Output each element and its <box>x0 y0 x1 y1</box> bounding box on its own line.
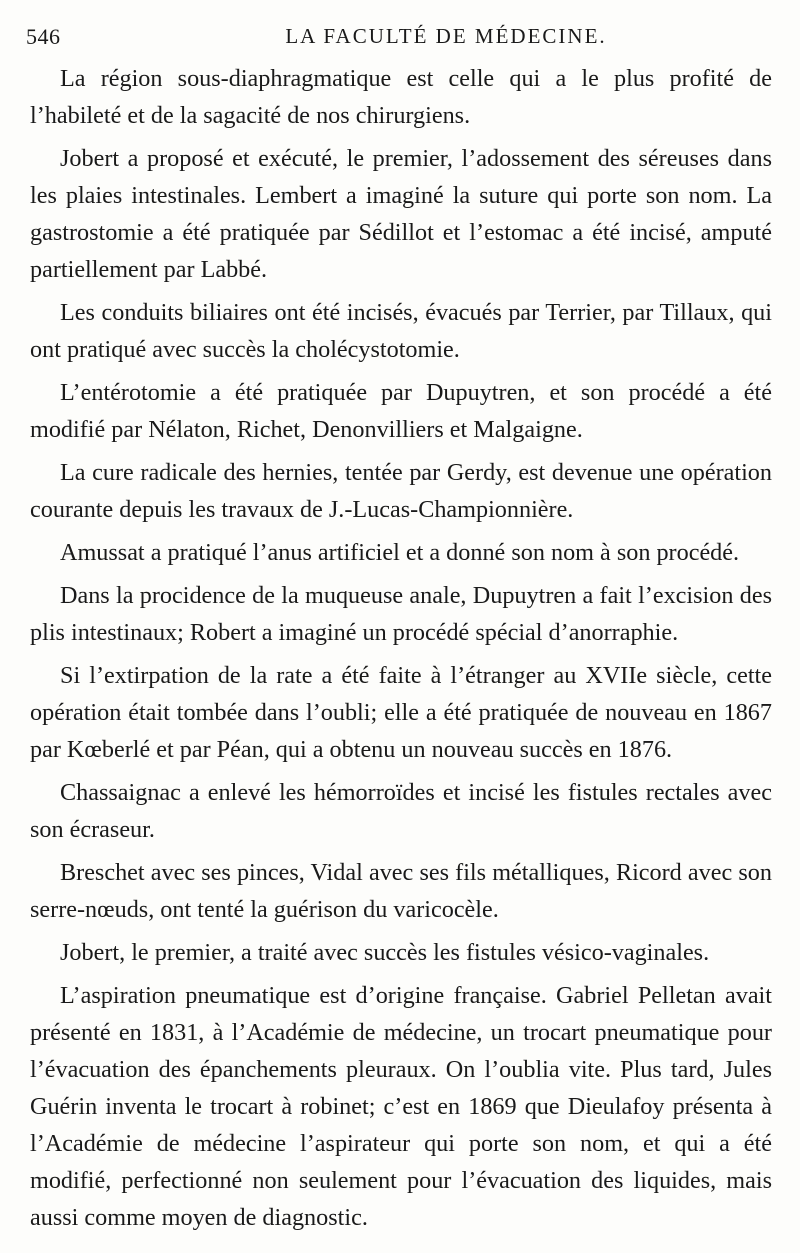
paragraph: Amussat a pratiqué l’anus artificiel et a donné son nom à son procédé. <box>60 539 740 566</box>
paragraph: La région sous-diaphragmatique est celle qui a le plus profité de l’habileté et de la sagacité de nos chirurgiens. <box>30 65 772 129</box>
paragraph: L’entérotomie a été pratiquée par Dupuytren, et son procédé a été modifié par Nélaton, Richet, Denonvilliers et Malgaigne. <box>30 379 772 443</box>
paragraph: Jobert a proposé et exécuté, le premier, l’adossement des séreuses dans les plaies intestinales. Lembert a imaginé la suture qui porte son nom. La gastrostomie a été pratiquée par Sédillot et l’estomac a été incisé, amputé partiellement par Labbé. <box>30 145 772 283</box>
running-head <box>26 24 776 54</box>
running-title: LA FACULTÉ DE MÉDECINE. <box>285 24 607 48</box>
body-text <box>30 60 772 1236</box>
paragraph: La cure radicale des hernies, tentée par Gerdy, est devenue une opération courante depuis les travaux de J.-Lucas-Championnière. <box>30 459 772 523</box>
paragraph: Si l’extirpation de la rate a été faite à l’étranger au XVIIe siècle, cette opération était tombée dans l’oubli; elle a été pratiquée de nouveau en 1867 par Kœberlé et par Péan, qui a obtenu un nouveau succès en 1876. <box>30 662 772 763</box>
paragraph: Breschet avec ses pinces, Vidal avec ses fils métalliques, Ricord avec son serre-nœuds, ont tenté la guérison du varicocèle. <box>30 859 772 923</box>
paragraph: Dans la procidence de la muqueuse anale, Dupuytren a fait l’excision des plis intestinaux; Robert a imaginé un procédé spécial d’anorraphie. <box>30 582 772 646</box>
page-number: 546 <box>26 24 61 49</box>
paragraph: Chassaignac a enlevé les hémorroïdes et incisé les fistules rectales avec son écraseur. <box>30 779 772 843</box>
paragraph: Jobert, le premier, a traité avec succès les fistules vésico-vaginales. <box>60 939 710 966</box>
paragraph: L’aspiration pneumatique est d’origine française. Gabriel Pelletan avait présenté en 1831, à l’Académie de médecine, un trocart pneumatique pour l’évacuation des épanchements pleuraux. On l’oublia vite. Plus tard, Jules Guérin inventa le trocart à robinet; c’est en 1869 que Dieulafoy présenta à l’Académie de médecine l’aspirateur qui porte son nom, et qui a été modifié, perfectionné non seulement pour l’évacuation des liquides, mais aussi comme moyen de diagnostic. <box>30 982 772 1231</box>
paragraph: Les conduits biliaires ont été incisés, évacués par Terrier, par Tillaux, qui ont pratiqué avec succès la cholécystotomie. <box>30 299 772 363</box>
